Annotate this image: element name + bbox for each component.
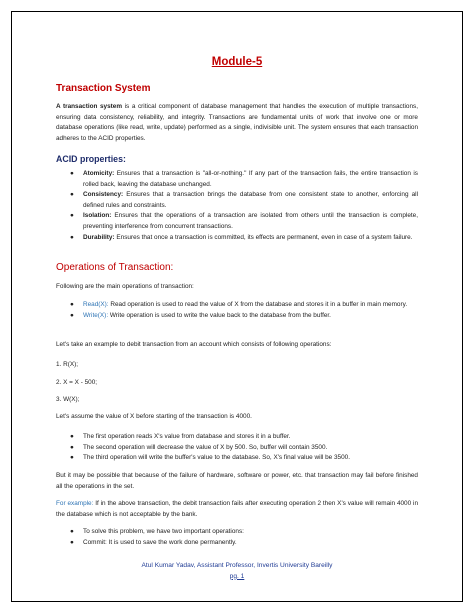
operations-heading: Operations of Transaction: (56, 262, 174, 273)
example-intro: Let's take an example to debit transaction from an account which consists of following operations: (56, 341, 332, 348)
list-item (56, 233, 418, 244)
bullet-icon: ● (70, 191, 74, 199)
step-notes-list (56, 432, 418, 464)
list-item (56, 443, 418, 454)
acid-term: Isolation: (83, 212, 112, 220)
acid-term: Atomicity: (83, 170, 115, 177)
bullet-icon: ● (70, 433, 74, 440)
list-item (56, 432, 418, 443)
step-note-text: The first operation reads X's value from database and stores it in a buffer. (83, 433, 291, 440)
example-paragraph (56, 499, 418, 520)
bullet-icon: ● (70, 212, 74, 220)
solution-text: To solve this problem, we have two important operations: (83, 528, 244, 535)
assume-paragraph: Let's assume the value of X before starting of the transaction is 4000. (56, 413, 252, 420)
acid-term: Consistency: (83, 191, 124, 199)
list-item (56, 211, 418, 232)
acid-heading: ACID properties: (56, 154, 126, 164)
section-heading-transaction-system: Transaction System (56, 83, 151, 94)
acid-term: Durability: (83, 233, 115, 241)
bullet-icon: ● (70, 311, 74, 319)
operations-intro: Following are the main operations of transaction: (56, 283, 194, 290)
page-footer (56, 561, 418, 582)
list-item (56, 453, 418, 464)
bullet-icon: ● (70, 538, 74, 546)
list-item (56, 538, 418, 549)
intro-bold-term: A transaction system (56, 103, 123, 110)
list-item (56, 300, 418, 311)
acid-text: Ensures that the operations of a transaction are isolated from others until the transaction is complete, preventing interference from concurrent transactions. (83, 212, 418, 230)
list-item (56, 169, 418, 190)
bullet-icon: ● (70, 233, 74, 241)
bullet-icon: ● (70, 443, 74, 451)
acid-text: Ensures that a transaction is "all-or-nothing." If any part of the transaction fails, the entire transaction is rolled back, leaving the database unchanged. (83, 170, 418, 188)
operations-list (56, 300, 418, 321)
page-number: pg. 1 (229, 572, 245, 580)
bullet-icon: ● (70, 301, 74, 308)
example-label: For example: (56, 500, 94, 507)
step-note-text: The third operation will write the buffer's value to the database. So, X's final value will be 3500. (83, 454, 350, 462)
operation-term: Write(X): (83, 311, 109, 319)
intro-text: is a critical component of database management that handles the execution of multiple transactions, ensuring data consistency, reliability, and integrity. Transactions are fundamental units of work that involve one or more database operations (like read, write, update) performed as a single, indivisible unit. The system ensures that each transaction adheres to the ACID properties. (56, 103, 418, 142)
list-item (56, 190, 418, 211)
failure-paragraph: But it may be possible that because of the failure of hardware, software or power, etc. that transaction may fail before finished all the operations in the set. (56, 472, 418, 490)
list-item (56, 527, 418, 538)
operation-text: Write operation is used to write the value back to the database from the buffer. (108, 311, 331, 319)
acid-text: Ensures that once a transaction is committed, its effects are permanent, even in case of a system failure. (114, 233, 413, 241)
bullet-icon: ● (70, 454, 74, 462)
list-item (56, 311, 418, 322)
example-text: If in the above transaction, the debit transaction fails after executing operation 2 then X's value will remain 4000 in the database which is not acceptable by the bank. (56, 500, 418, 518)
footer-author: Atul Kumar Yadav, Assistant Professor, Invertis University Bareilly (141, 562, 333, 569)
solution-text: Commit: It is used to save the work done permanently. (83, 538, 237, 546)
acid-list (56, 169, 418, 243)
acid-text: Ensures that a transaction brings the database from one consistent state to another, enforcing all defined rules and constraints. (83, 191, 418, 209)
operation-term: Read(X): (83, 301, 109, 308)
step-note-text: The second operation will decrease the value of X by 500. So, buffer will contain 3500. (83, 443, 328, 451)
solution-list (56, 527, 418, 548)
operation-text: Read operation is used to read the value of X from the database and stores it in a buffer in main memory. (108, 301, 408, 308)
module-title: Module-5 (211, 56, 263, 68)
step-line: 2. X = X - 500; (56, 379, 98, 386)
step-line: 1. R(X); (56, 361, 79, 368)
bullet-icon: ● (70, 170, 74, 177)
step-line: 3. W(X); (56, 396, 80, 403)
bullet-icon: ● (70, 528, 74, 535)
intro-paragraph (56, 102, 418, 144)
